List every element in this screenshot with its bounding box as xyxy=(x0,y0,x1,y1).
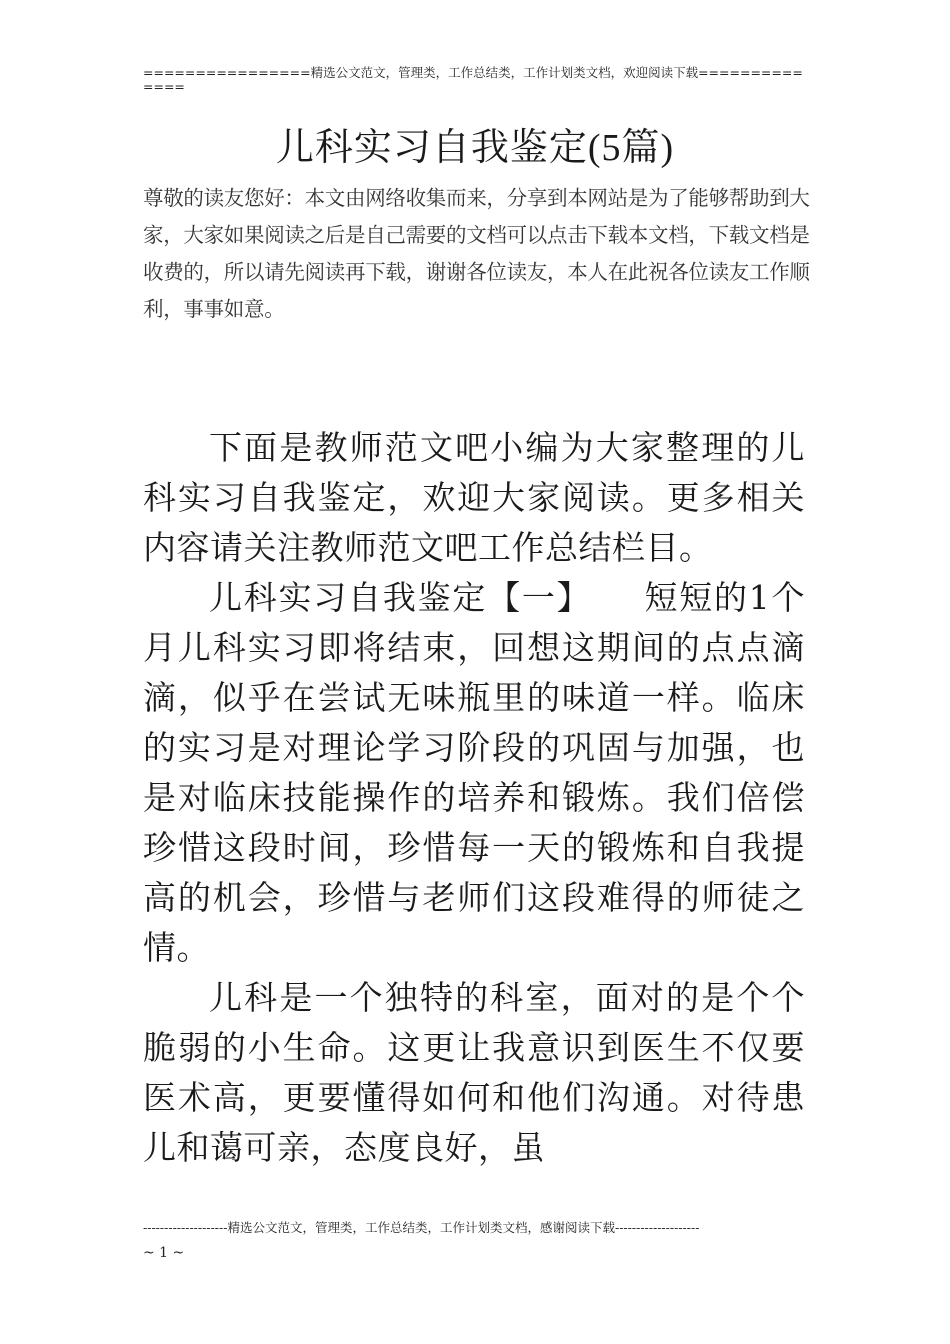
body-paragraph: 儿科是一个独特的科室，面对的是个个脆弱的小生命。这更让我意识到医生不仅要医术高，更要懂得如何和他们沟通。对待患儿和蔼可亲，态度良好，虽 xyxy=(143,978,805,1167)
page-number: ~ 1 ~ xyxy=(143,1245,185,1261)
reader-notice: 尊敬的读友您好：本文由网络收集而来，分享到本网站是为了能够帮助到大家，大家如果阅读之后是自己需要的文档可以点击下载本文档，下载文档是收费的，所以请先阅读再下载，谢谢各位读友，本人在此祝各位读友工作顺利，事事如意。 xyxy=(143,187,810,321)
document-body xyxy=(143,423,805,1173)
body-paragraph: 下面是教师范文吧小编为大家整理的儿科实习自我鉴定，欢迎大家阅读。更多相关内容请关注教师范文吧工作总结栏目。 xyxy=(143,428,805,567)
page-title: 儿科实习自我鉴定(5篇) xyxy=(275,127,675,169)
body-paragraph: 儿科实习自我鉴定【一】 短短的1个月儿科实习即将结束，回想这期间的点点滴滴，似乎在尝试无味瓶里的味道一样。临床的实习是对理论学习阶段的巩固与加强，也是对临床技能操作的培养和锻炼。我们倍偿珍惜这段时间，珍惜每一天的锻炼和自我提高的机会，珍惜与老师们这段难得的师徒之情。 xyxy=(143,578,805,967)
footer-banner: --------------------精选公文范文，管理类，工作总结类，工作计划类文档，感谢阅读下载-------------------- xyxy=(143,1220,700,1235)
header-banner: ================精选公文范文，管理类，工作总结类，工作计划类文档，欢迎阅读下载============== xyxy=(143,65,803,94)
